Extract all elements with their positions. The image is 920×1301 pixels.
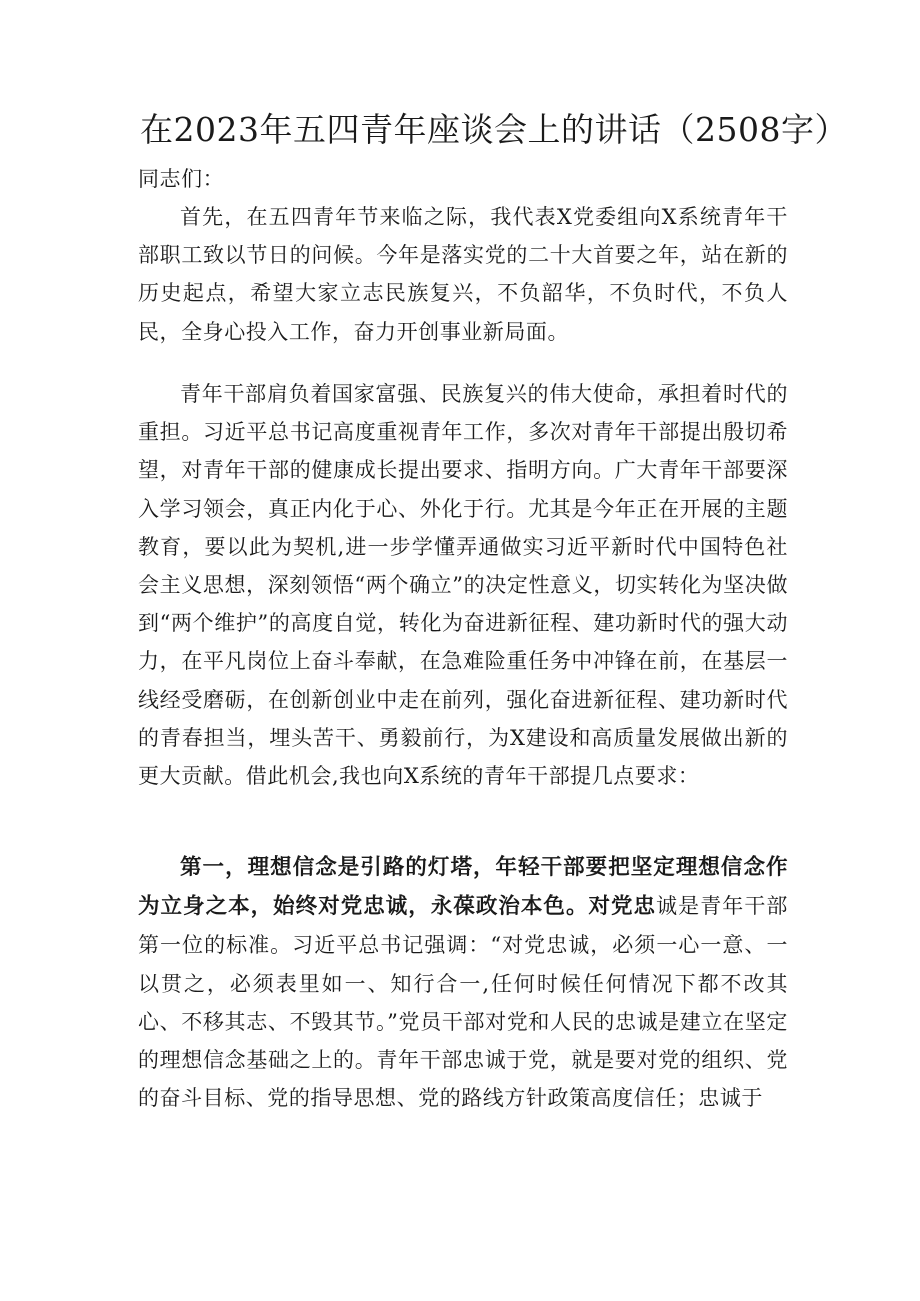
point-one-heading: 第一，理想信念是引路的灯塔，年轻干部要把坚定理想信念作为立身之本，始终对党忠诚，永葆政治本色。对党忠 xyxy=(138,855,788,920)
paragraph-mission: 青年干部肩负着国家富强、民族复兴的伟大使命，承担着时代的重担。习近平总书记高度重视青年工作，多次对青年干部提出殷切希望，对青年干部的健康成长提出要求、指明方向。广大青年干部要深入学习领会，真正内化于心、外化于行。尤其是今年正在开展的主题教育，要以此为契机,进一步学懂弄通做实习近平新时代中国特色社会主义思想，深刻领悟“两个确立”的决定性意义，切实转化为坚决做到“两个维护”的高度自觉，转化为奋进新征程、建功新时代的强大动力，在平凡岗位上奋斗奉献，在急难险重任务中冲锋在前，在基层一线经受磨砺，在创新创业中走在前列，强化奋进新征程、建功新时代的青春担当，埋头苦干、勇毅前行，为X建设和高质量发展做出新的更大贡献。借此机会,我也向X系统的青年干部提几点要求： xyxy=(138,382,788,789)
paragraph-greeting: 首先，在五四青年节来临之际，我代表X党委组向X系统青年干部职工致以节日的问候。今年是落实党的二十大首要之年，站在新的历史起点，希望大家立志民族复兴，不负韶华，不负时代，不负人民，全身心投入工作，奋力开创事业新局面。 xyxy=(138,205,788,344)
salutation: 同志们： xyxy=(138,167,225,191)
document-title: 在2023年五四青年座谈会上的讲话（2508字） xyxy=(140,110,848,149)
point-one-text: 诚是青年干部第一位的标准。习近平总书记强调：“对党忠诚，必须一心一意、一以贯之，必须表里如一、知行合一,任何时候任何情况下都不改其心、不移其志、不毁其节。”党员干部对党和人民的忠诚是建立在坚定的理想信念基础之上的。青年干部忠诚于党，就是要对党的组织、党的奋斗目标、党的指导思想、党的路线方针政策高度信任；忠诚于 xyxy=(138,894,788,1111)
paragraph-point-one xyxy=(138,848,788,1117)
